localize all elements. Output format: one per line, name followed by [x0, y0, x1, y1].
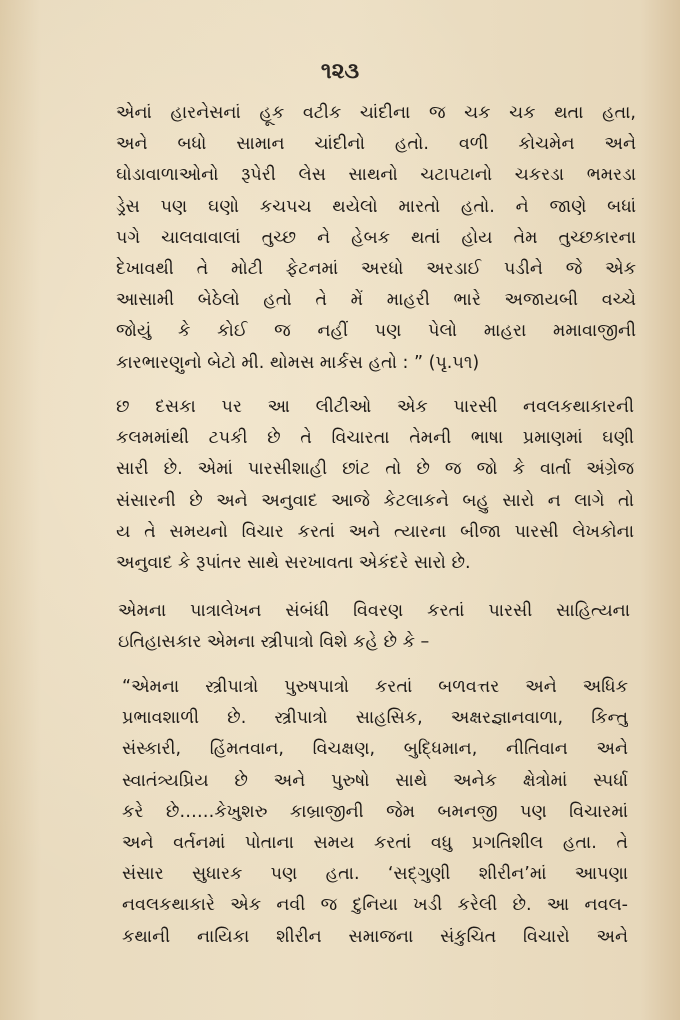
text-line: આસામી બેઠેલો હતો તે મેં માહરી ભારે અજાયબી વચ્ચે [116, 290, 636, 311]
text-line: એનાં હારનેસનાં હૂક વટીક ચાંદીના જ ચક ચક થતા હતા, [116, 103, 636, 123]
page-number: ૧૨૩ [320, 58, 360, 84]
paragraph-block-quote [122, 672, 628, 953]
text-line: “એમના સ્ત્રીપાત્રો પુરુષપાત્રો કરતાં બળવત્તર અને અધિક [122, 677, 628, 697]
text-line: સંસારની છે અને અનુવાદ આજે કેટલાકને બહુ સારો ન લાગે તો [116, 490, 634, 511]
text-line: અનુવાદ કે રૂપાંતર સાથે સરખાવતા એકંદરે સારો છે. [116, 552, 471, 573]
text-line: કલમમાંથી ટપકી છે તે વિચારતા તેમની ભાષા પ્રમાણમાં ઘણી [116, 428, 634, 449]
text-line: અને બધો સામાન ચાંદીનો હતો. વળી કોચમેન અને [116, 134, 636, 155]
text-line: સ્વાતંત્ર્યપ્રિય છે અને પુરુષો સાથે અનેક ક્ષેત્રોમાં સ્પર્ધા [122, 770, 628, 791]
paragraph-commentary [116, 392, 634, 579]
text-line: ય તે સમયનો વિચાર કરતાં અને ત્યારના બીજા પારસી લેખકોના [116, 521, 634, 542]
text-line: કારભારણુનો બેટો મી. થોમસ માર્કસ હતો : ” (પૃ.૫૧) [116, 352, 480, 373]
text-line: સંસાર સુધારક પણ હતા. ‘સદ્‌ગુણી શીરીન’માં આપણા [122, 864, 628, 885]
paragraph-quote-continued [116, 98, 636, 379]
text-line: અને વર્તનમાં પોતાના સમય કરતાં વધુ પ્રગતિશીલ હતા. તે [122, 832, 628, 853]
paragraph-characterization [118, 596, 630, 658]
text-line: પ્રભાવશાળી છે. સ્ત્રીપાત્રો સાહસિક, અક્ષરજ્ઞાનવાળા, કિન્તુ [122, 708, 628, 729]
text-line: કથાની નાયિકા શીરીન સમાજના સંકુચિત વિચારો અને [122, 926, 628, 947]
text-line: ડ્રેસ પણ ઘણો કચપચ થયેલો મારતો હતો. ને જાણે બધાં [116, 196, 636, 217]
text-line: સંસ્કારી, હિંમતવાન, વિચક્ષણ, બુદ્ધિમાન, નીતિવાન અને [122, 739, 628, 760]
text-line: દેખાવથી તે મોટી ફેટનમાં અરધો અરડાઈ પડીને જે એક [116, 258, 636, 279]
text-line: સારી છે. એમાં પારસીશાહી છાંટ તો છે જ જો કે વાર્તા અંગ્રેજ [116, 459, 634, 480]
text-line: એમના પાત્રાલેખન સંબંધી વિવરણ કરતાં પારસી સાહિત્યના [118, 601, 630, 621]
text-line: ઇતિહાસકાર એમના સ્ત્રીપાત્રો વિશે કહે છે કે – [118, 632, 430, 653]
text-line: પગે ચાલવાવાલાં તુચ્છ ને હેબક થતાં હોય તેમ તુચ્છકારના [116, 227, 636, 248]
text-line: કરે છે……કેખુશરુ કાબ્રાજીની જેમ બમનજી પણ વિચારમાં [122, 801, 628, 822]
text-line: જોયું કે કોઈ જ નહીં પણ પેલો માહરા મમાવાજીની [116, 321, 636, 342]
text-line: છ દસકા પર આ લીટીઓ એક પારસી નવલકથાકારની [116, 397, 634, 417]
text-line: નવલકથાકારે એક નવી જ દુનિયા ખડી કરેલી છે. આ નવલ- [122, 895, 628, 916]
text-line: ઘોડાવાળાઓનો રૂપેરી લેસ સાથનો ચટાપટાનો ચકરડા ભમરડા [116, 165, 636, 186]
